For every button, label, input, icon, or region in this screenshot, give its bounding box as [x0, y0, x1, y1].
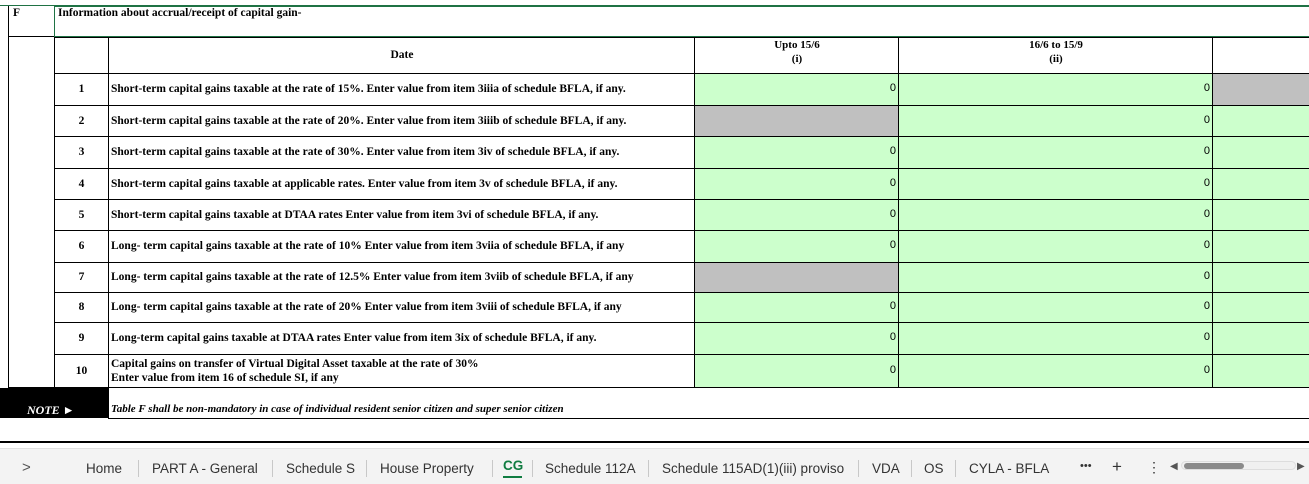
col1-value[interactable]: 0 — [889, 145, 896, 157]
tab-nav-arrow-icon[interactable]: > — [22, 459, 31, 476]
col3-cell[interactable] — [1213, 200, 1309, 230]
col1-value[interactable]: 0 — [889, 239, 896, 251]
col1-value[interactable]: 0 — [889, 300, 896, 312]
sheet-tab-bar — [0, 448, 1309, 484]
row-description: Short-term capital gains taxable at applicable rates. Enter value from item 3v of schedule BFLA, if any. — [111, 177, 618, 190]
row-description-cell — [111, 199, 693, 230]
section-letter: F — [13, 7, 21, 19]
col1-value[interactable]: 0 — [889, 82, 896, 94]
tab-separator — [138, 460, 139, 477]
note-label-cell — [0, 388, 108, 418]
col2-value[interactable]: 0 — [1203, 177, 1210, 189]
tab-separator — [911, 460, 912, 477]
tab-separator — [492, 460, 493, 477]
tab-separator — [955, 460, 956, 477]
row-description-cell — [111, 354, 693, 387]
row-description: Long- term capital gains taxable at the rate of 20% Enter value from item 3viii of schedule BFLA, if any — [111, 301, 622, 313]
col3-cell[interactable] — [1213, 355, 1309, 387]
row-description: Short-term capital gains taxable at the rate of 30%. Enter value from item 3iv of schedule BFLA, if any. — [111, 146, 620, 158]
sheet-menu-icon[interactable]: ⋮ — [1147, 459, 1161, 475]
tab-cyla-bfla[interactable]: CYLA - BFLA — [969, 461, 1050, 476]
row-number: 7 — [78, 271, 85, 283]
col2-value[interactable]: 0 — [1203, 300, 1210, 312]
col2-value[interactable]: 0 — [1203, 270, 1210, 282]
section-title-cell[interactable] — [54, 6, 1309, 37]
date-header: Date — [390, 49, 414, 61]
row-number: 10 — [75, 364, 88, 377]
col1-value[interactable]: 0 — [889, 364, 896, 376]
col2-value[interactable]: 0 — [1203, 364, 1210, 376]
col1-header: Upto 15/6 — [774, 39, 820, 51]
row-number: 8 — [78, 301, 85, 313]
row-description-cell — [111, 73, 693, 105]
note-text: Table F shall be non-mandatory in case of individual resident senior citizen and super senior citizen — [111, 403, 564, 415]
col2-value[interactable]: 0 — [1203, 114, 1210, 126]
row-description: Short-term capital gains taxable at DTAA rates Enter value from item 3vi of schedule BFLA, if any. — [111, 208, 599, 221]
scrollbar-thumb[interactable] — [1184, 463, 1244, 469]
col1-cell — [695, 263, 898, 292]
scroll-left-icon[interactable]: ◀ — [1170, 461, 1178, 472]
col2-value[interactable]: 0 — [1203, 239, 1210, 251]
active-tab-underline — [503, 476, 522, 478]
row-description: Capital gains on transfer of Virtual Digital Asset taxable at the rate of 30% — [111, 357, 479, 370]
row-description-cell — [111, 322, 693, 354]
col3-cell[interactable] — [1213, 263, 1309, 292]
row-description: Long- term capital gains taxable at the rate of 10% Enter value from item 3viia of schedule BFLA, if any — [111, 240, 625, 252]
tab-os[interactable]: OS — [924, 461, 944, 476]
col1-value[interactable]: 0 — [889, 331, 896, 343]
tab-schedule-s[interactable]: Schedule S — [286, 461, 356, 476]
col2-subheader: (ii) — [1049, 53, 1063, 65]
row-description-cell — [111, 262, 693, 292]
tab-separator — [858, 460, 859, 477]
tab-vda[interactable]: VDA — [872, 461, 900, 476]
col2-value[interactable]: 0 — [1203, 82, 1210, 94]
row-description-cell — [111, 105, 693, 136]
tab-cg[interactable]: CG — [503, 458, 524, 473]
tab-separator — [532, 460, 533, 477]
row-description: Short-term capital gains taxable at the rate of 15%. Enter value from item 3iiia of schedule BFLA, if any. — [111, 83, 626, 95]
row-description-cell — [111, 230, 693, 262]
tab-home[interactable]: Home — [86, 461, 123, 476]
horizontal-scrollbar[interactable] — [1181, 461, 1296, 470]
add-sheet-icon[interactable]: + — [1112, 457, 1122, 476]
col2-value[interactable]: 0 — [1203, 331, 1210, 343]
row-number: 9 — [78, 332, 85, 344]
tab-part-a-general[interactable]: PART A - General — [152, 461, 258, 476]
section-title: Information about accrual/receipt of capital gain- — [58, 7, 302, 19]
col3-cell[interactable] — [1213, 169, 1309, 199]
col3-cell[interactable] — [1213, 106, 1309, 136]
tab-schedule-115ad-1-iii-proviso[interactable]: Schedule 115AD(1)(iii) proviso — [662, 461, 845, 476]
tab-separator — [648, 460, 649, 477]
tab-schedule-112a[interactable]: Schedule 112A — [545, 461, 636, 476]
row-number: 3 — [78, 146, 85, 158]
tab-house-property[interactable]: House Property — [380, 461, 474, 476]
row-description: Long- term capital gains taxable at the rate of 12.5% Enter value from item 3viib of schedule BFLA, if any — [111, 271, 634, 283]
col2-header: 16/6 to 15/9 — [1029, 39, 1083, 51]
more-tabs-icon[interactable]: ••• — [1080, 460, 1092, 472]
col3-cell[interactable] — [1213, 293, 1309, 322]
col3-cell[interactable] — [1213, 323, 1309, 354]
col2-value[interactable]: 0 — [1203, 145, 1210, 157]
row-number: 1 — [78, 83, 85, 95]
row-description-cell — [111, 292, 693, 322]
col1-cell — [695, 106, 898, 136]
col2-value[interactable]: 0 — [1203, 208, 1210, 220]
row-description: Short-term capital gains taxable at the rate of 20%. Enter value from item 3iiib of schedule BFLA, if any. — [111, 114, 627, 127]
col1-value[interactable]: 0 — [889, 177, 896, 189]
col3-cell[interactable] — [1213, 231, 1309, 262]
row-description: Long-term capital gains taxable at DTAA rates Enter value from item 3ix of schedule BFLA, if any. — [111, 332, 597, 344]
row-number: 4 — [78, 177, 85, 190]
note-label: NOTE ► — [27, 403, 75, 417]
row-number: 2 — [78, 114, 85, 127]
col3-cell[interactable] — [1213, 137, 1309, 168]
scroll-right-icon[interactable]: ▶ — [1297, 461, 1305, 472]
tab-separator — [366, 460, 367, 477]
col1-value[interactable]: 0 — [889, 208, 896, 220]
row-description-cell — [111, 136, 693, 168]
row-description-cell — [111, 168, 693, 199]
tab-separator — [272, 460, 273, 477]
col3-cell — [1213, 74, 1309, 105]
row-description-line2: Enter value from item 16 of schedule SI, if any — [111, 371, 339, 384]
col1-subheader: (i) — [791, 53, 803, 65]
row-number: 5 — [78, 208, 85, 221]
row-number: 6 — [78, 240, 85, 252]
